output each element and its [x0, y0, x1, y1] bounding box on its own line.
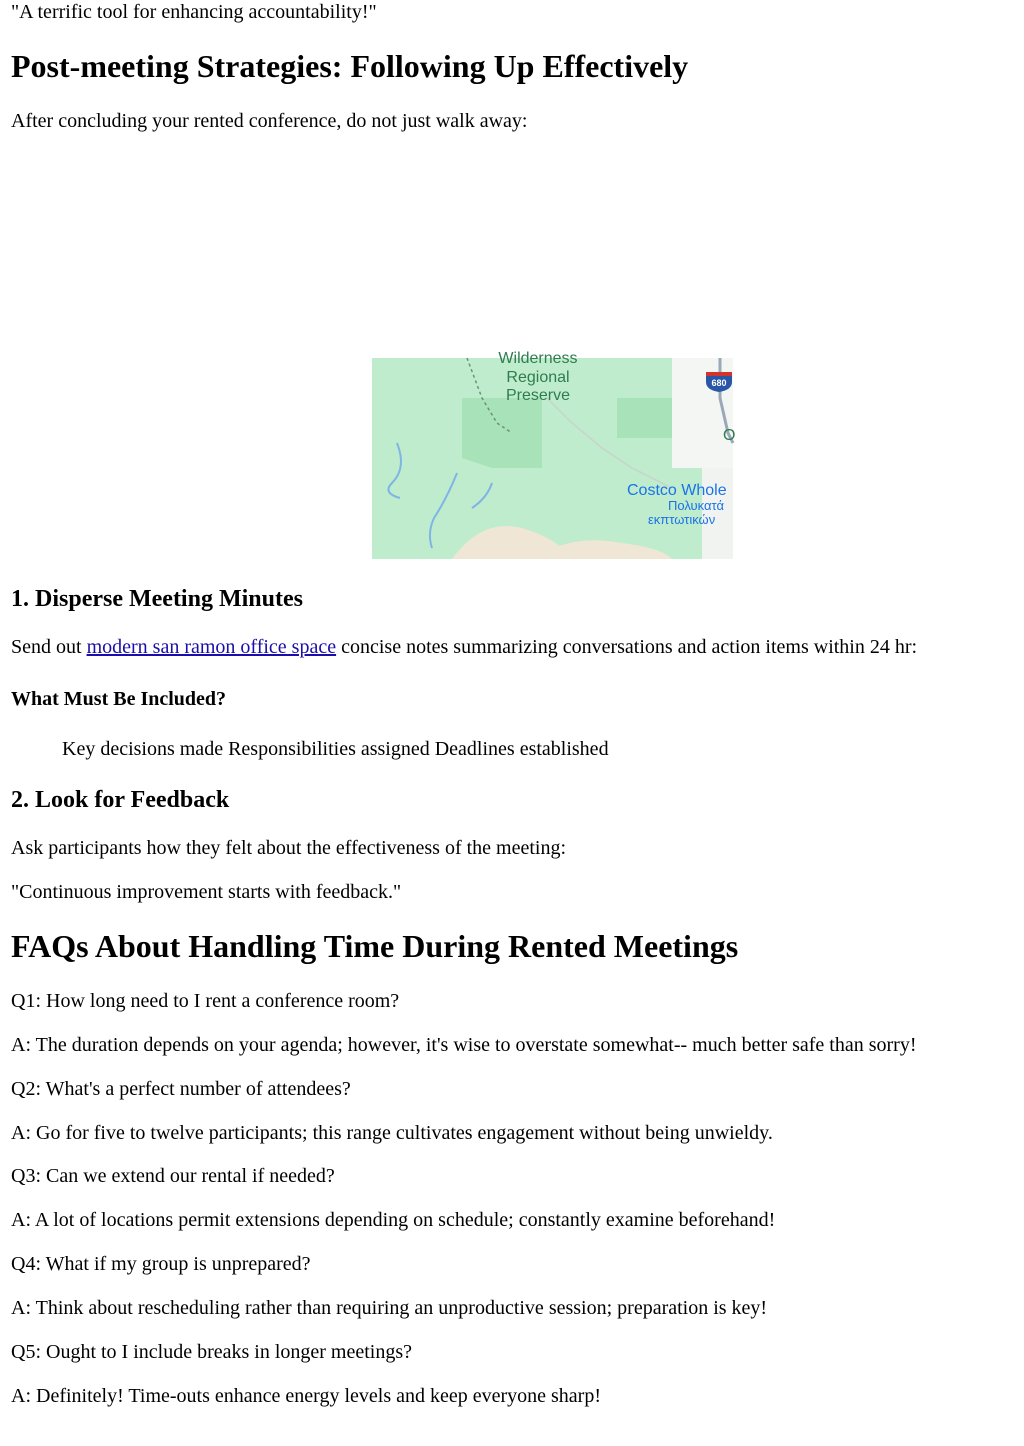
map-graphic — [372, 350, 736, 559]
faq-answer: A: Definitely! Time-outs enhance energy levels and keep everyone sharp! — [11, 1385, 601, 1407]
map-label-store-3: εκπτωτικών — [648, 512, 716, 527]
faq-answer: A: The duration depends on your agenda; however, it's wise to overstate somewhat-- much better safe than sorry! — [11, 1034, 917, 1056]
section1-subheading: What Must Be Included? — [11, 688, 227, 710]
faq-answer: A: A lot of locations permit extensions depending on schedule; constantly examine beforehand! — [11, 1209, 776, 1231]
section2-ask: Ask participants how they felt about the effectiveness of the meeting: — [11, 837, 567, 859]
park-region-east — [617, 398, 672, 438]
post-meeting-heading: Post-meeting Strategies: Following Up Effectively — [11, 48, 689, 84]
faq-question: Q3: Can we extend our rental if needed? — [11, 1165, 335, 1187]
faq-answer: A: Think about rescheduling rather than requiring an unproductive session; preparation is key! — [11, 1297, 768, 1319]
map-label-park-2: Regional — [506, 369, 570, 386]
map-label-edge: O — [723, 427, 736, 444]
map-label-park-1: Wilderness — [498, 350, 578, 367]
section1-heading: 1. Disperse Meeting Minutes — [11, 586, 303, 612]
top-quote: "A terrific tool for enhancing accountability!" — [11, 1, 377, 23]
section2-quote: "Continuous improvement starts with feedback." — [11, 881, 402, 903]
faq-question: Q1: How long need to I rent a conference room? — [11, 990, 400, 1012]
map-image[interactable] — [372, 350, 736, 559]
section1-items: Key decisions made Responsibilities assigned Deadlines established — [62, 738, 609, 760]
map-label-park-3: Preserve — [505, 387, 571, 404]
faq-answer: A: Go for five to twelve participants; this range cultivates engagement without being unwieldy. — [11, 1122, 773, 1144]
section1-paragraph — [11, 635, 917, 659]
faq-question: Q2: What's a perfect number of attendees? — [11, 1078, 351, 1100]
section1-send-suffix: concise notes summarizing conversations and action items within 24 hr: — [336, 636, 918, 658]
office-space-link[interactable]: modern san ramon office space — [86, 636, 337, 658]
faq-question: Q4: What if my group is unprepared? — [11, 1253, 311, 1275]
post-meeting-intro: After concluding your rented conference, do not just walk away: — [11, 110, 528, 132]
faq-question: Q5: Ought to I include breaks in longer meetings? — [11, 1341, 413, 1363]
section2-heading: 2. Look for Feedback — [11, 787, 230, 813]
highway-label: 680 — [711, 378, 727, 388]
section1-send-prefix: Send out — [11, 636, 87, 658]
map-label-store-2: Πολυκατά — [668, 498, 724, 513]
faq-heading: FAQs About Handling Time During Rented Meetings — [11, 928, 739, 964]
park-region — [462, 398, 542, 468]
map-label-store-1: Costco Whole — [627, 482, 727, 499]
